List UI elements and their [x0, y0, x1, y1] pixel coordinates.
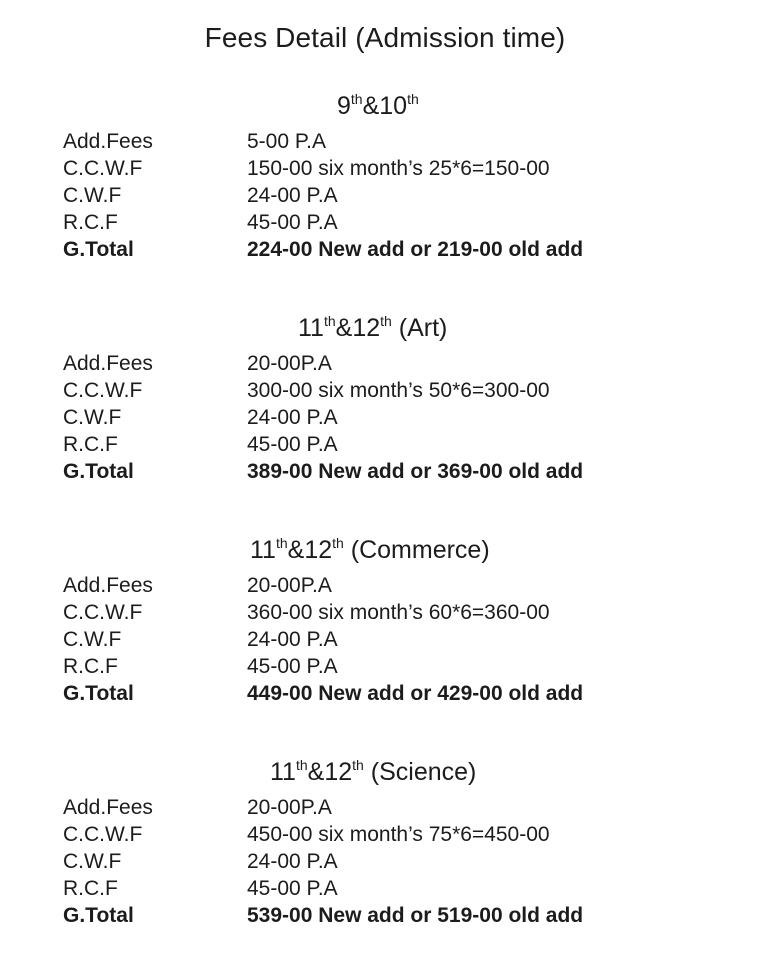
fee-value: 300-00 six month’s 50*6=300-00 — [247, 379, 550, 402]
fee-row-add-fees — [0, 794, 770, 821]
fee-row-cwf — [0, 626, 770, 653]
section-heading — [337, 92, 419, 121]
fee-row-grand-total — [0, 236, 770, 263]
heading-part: (Science) — [363, 758, 477, 786]
fee-row-add-fees — [0, 350, 770, 377]
fee-label: R.C.F — [63, 433, 118, 456]
heading-part: &12 — [335, 314, 381, 342]
fee-row-cwf — [0, 182, 770, 209]
fee-value: 539-00 New add or 519-00 old add — [247, 904, 584, 927]
heading-part: &12 — [287, 536, 333, 564]
heading-part: 9 — [337, 92, 351, 120]
fee-label: G.Total — [63, 238, 134, 261]
fee-value: 24-00 P.A — [247, 406, 338, 429]
heading-superscript: th — [275, 535, 288, 551]
fee-row-cwf — [0, 848, 770, 875]
fee-label: C.W.F — [63, 850, 122, 873]
fee-value: 20-00P.A — [247, 352, 332, 375]
fee-label: G.Total — [63, 460, 134, 483]
fee-label: G.Total — [63, 904, 134, 927]
heading-superscript: th — [332, 535, 344, 551]
heading-superscript: th — [380, 313, 392, 329]
fee-value: 45-00 P.A — [247, 655, 338, 678]
fee-label: C.C.W.F — [63, 601, 143, 624]
fee-label: Add.Fees — [63, 130, 153, 153]
fee-label: Add.Fees — [63, 352, 153, 375]
fee-value: 45-00 P.A — [247, 433, 338, 456]
heading-part: 11 — [270, 758, 296, 786]
fee-row-grand-total — [0, 902, 770, 929]
fee-value: 150-00 six month’s 25*6=150-00 — [247, 157, 550, 180]
heading-part: (Art) — [391, 314, 448, 342]
fee-value: 450-00 six month’s 75*6=450-00 — [247, 823, 550, 846]
heading-part: (Commerce) — [343, 536, 490, 564]
heading-part: &12 — [307, 758, 353, 786]
section-heading — [298, 314, 447, 343]
section-heading — [270, 758, 476, 787]
fee-value: 24-00 P.A — [247, 628, 338, 651]
fee-value: 389-00 New add or 369-00 old add — [247, 460, 584, 483]
fee-label: R.C.F — [63, 655, 118, 678]
fee-row-cwf — [0, 404, 770, 431]
fee-value: 24-00 P.A — [247, 850, 338, 873]
fee-row-rcf — [0, 875, 770, 902]
fee-row-add-fees — [0, 128, 770, 155]
heading-superscript: th — [407, 91, 419, 107]
heading-part: 11 — [250, 536, 276, 564]
fee-value: 45-00 P.A — [247, 211, 338, 234]
fee-label: C.C.W.F — [63, 823, 143, 846]
fee-label: C.C.W.F — [63, 379, 143, 402]
fee-value: 360-00 six month’s 60*6=360-00 — [247, 601, 550, 624]
fee-value: 224-00 New add or 219-00 old add — [247, 238, 584, 261]
fee-row-add-fees — [0, 572, 770, 599]
fee-value: 20-00P.A — [247, 796, 332, 819]
fee-label: C.W.F — [63, 184, 122, 207]
fee-label: C.W.F — [63, 628, 122, 651]
fee-row-ccwf — [0, 377, 770, 404]
heading-superscript: th — [323, 313, 336, 329]
fee-label: Add.Fees — [63, 796, 153, 819]
heading-part: 11 — [298, 314, 324, 342]
fee-row-ccwf — [0, 599, 770, 626]
fee-row-rcf — [0, 209, 770, 236]
fee-value: 45-00 P.A — [247, 877, 338, 900]
fee-value: 449-00 New add or 429-00 old add — [247, 682, 584, 705]
fee-label: C.W.F — [63, 406, 122, 429]
heading-part: &10 — [362, 92, 408, 120]
heading-superscript: th — [350, 91, 363, 107]
fee-row-ccwf — [0, 155, 770, 182]
fee-label: Add.Fees — [63, 574, 153, 597]
fee-label: R.C.F — [63, 211, 118, 234]
fee-row-grand-total — [0, 680, 770, 707]
fee-value: 24-00 P.A — [247, 184, 338, 207]
fee-label: C.C.W.F — [63, 157, 143, 180]
fee-label: G.Total — [63, 682, 134, 705]
fee-value: 20-00P.A — [247, 574, 332, 597]
heading-superscript: th — [352, 757, 364, 773]
fee-row-grand-total — [0, 458, 770, 485]
fee-row-ccwf — [0, 821, 770, 848]
fee-value: 5-00 P.A — [247, 130, 327, 153]
fee-row-rcf — [0, 653, 770, 680]
page-title: Fees Detail (Admission time) — [204, 22, 566, 53]
heading-superscript: th — [295, 757, 308, 773]
fee-row-rcf — [0, 431, 770, 458]
fee-label: R.C.F — [63, 877, 118, 900]
section-heading — [250, 536, 490, 565]
